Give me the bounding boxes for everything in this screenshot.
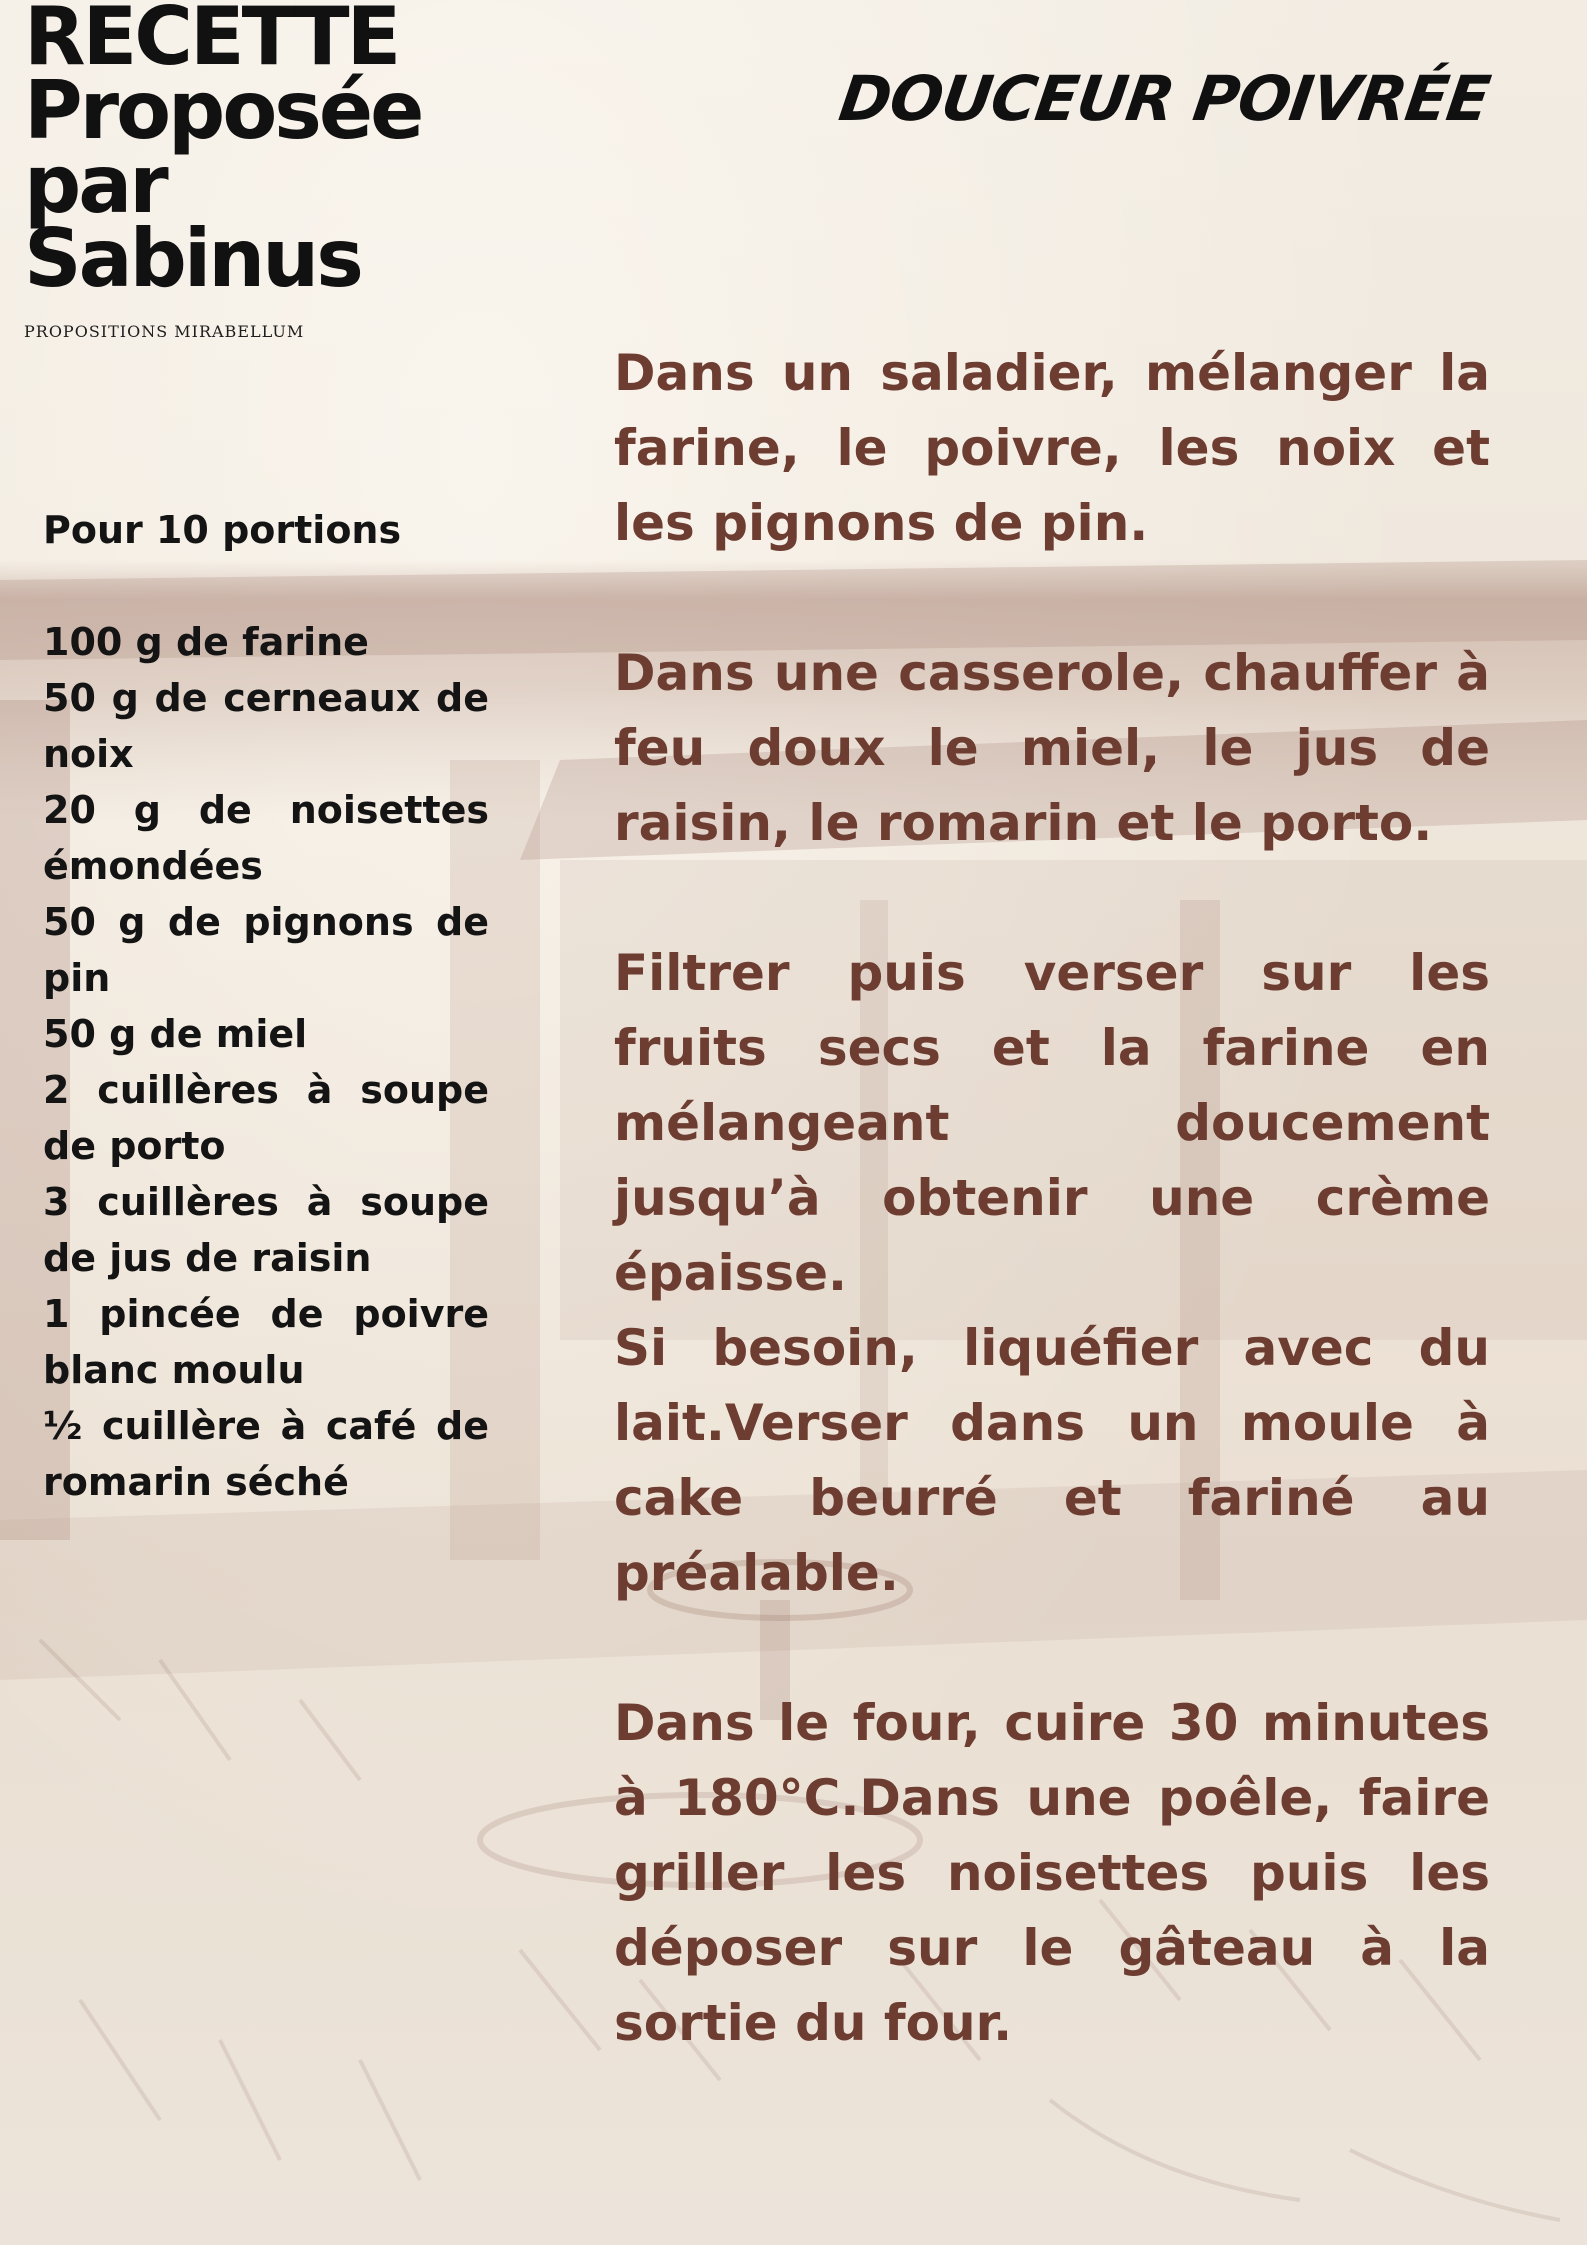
instruction-step: Filtrer puis verser sur les fruits secs et la farine en mélangeant doucement jusqu’à obtenir une crème épaisse. (614, 944, 1490, 1302)
portions-label: Pour 10 portions (43, 508, 402, 552)
recipe-title: DOUCEUR POIVRÉE (834, 62, 1494, 135)
subtitle: PROPOSITIONS MIRABELLUM (24, 322, 305, 341)
ingredient-item: 1 pincée de poivre blanc moulu (43, 1292, 489, 1392)
ingredient-item: 20 g de noisettes émondées (43, 788, 489, 888)
ingredient-item: 2 cuillères à soupe de porto (43, 1068, 489, 1168)
ingredient-item: 3 cuillères à soupe de jus de raisin (43, 1180, 489, 1280)
ingredient-item: ½ cuillère à café de romarin séché (43, 1404, 489, 1504)
ingredient-item: 50 g de cerneaux de noix (43, 676, 489, 776)
ingredient-item: 100 g de farine (43, 620, 369, 664)
instruction-step: Dans le four, cuire 30 minutes à 180°C.Dans une poêle, faire griller les noisettes puis les déposer sur le gâteau à la sortie du four. (614, 1694, 1490, 2052)
instruction-step: Dans un saladier, mélanger la farine, le poivre, les noix et les pignons de pin. (614, 344, 1490, 552)
ingredient-item: 50 g de miel (43, 1012, 308, 1056)
recipe-heading (24, 0, 422, 305)
heading-line: Sabinus (24, 212, 361, 305)
instruction-step: Si besoin, liquéfier avec du lait.Verser dans un moule à cake beurré et fariné au préalable. (614, 1319, 1490, 1602)
ingredient-item: 50 g de pignons de pin (43, 900, 489, 1000)
heading-line: par (24, 138, 166, 231)
ingredients-list (43, 502, 489, 1510)
heading-line: Proposée (24, 64, 422, 157)
heading-line: RECETTE (24, 0, 399, 83)
instruction-step: Dans une casserole, chauffer à feu doux le miel, le jus de raisin, le romarin et le porto. (614, 644, 1490, 852)
